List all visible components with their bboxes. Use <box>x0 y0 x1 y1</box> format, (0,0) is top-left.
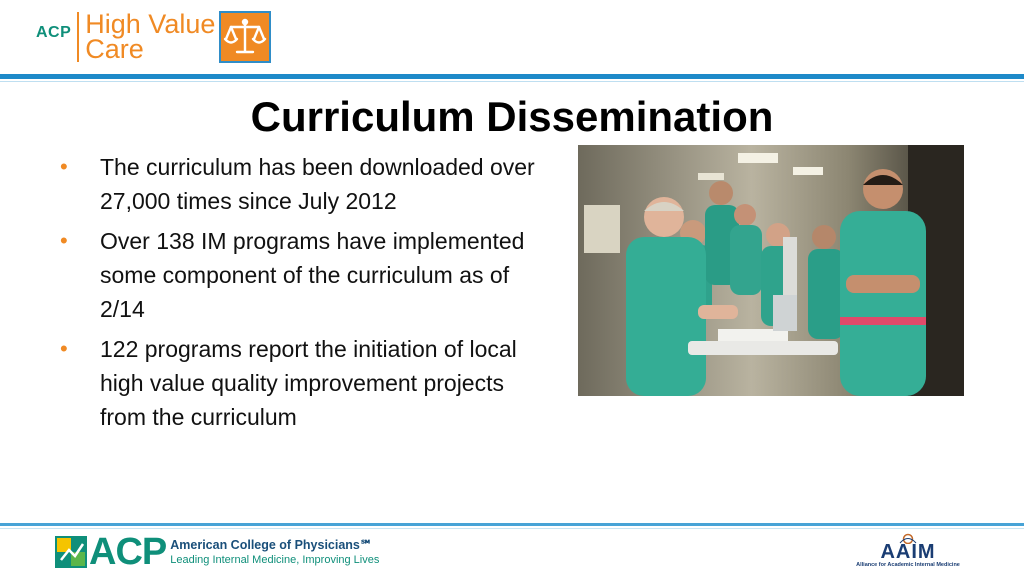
bullet-dot: • <box>60 154 68 179</box>
acp-wordmark: ACP <box>89 531 167 573</box>
brand-text <box>85 9 216 64</box>
scales-of-justice-icon <box>219 11 271 63</box>
bullet-text: Over 138 IM programs have implemented some component of the curriculum as of 2/14 <box>100 228 525 322</box>
bullet-list <box>60 150 540 440</box>
bullet-text: The curriculum has been downloaded over 27,000 times since July 2012 <box>100 154 535 214</box>
brand-line-1: High Value <box>85 9 216 39</box>
bullet-item <box>60 224 540 326</box>
bullet-item <box>60 332 540 434</box>
logo-divider <box>77 12 79 62</box>
bullet-dot: • <box>60 228 68 253</box>
high-value-care-logo <box>36 8 271 66</box>
bullet-text: 122 programs report the initiation of local high value quality improvement projects from the curriculum <box>100 336 517 430</box>
brand-line-2: Care <box>85 34 144 64</box>
acp-logo <box>55 531 380 573</box>
footer-rule-thin <box>0 528 1024 529</box>
doctors-group-photo <box>578 145 964 396</box>
aaim-wordmark: AAIM <box>880 541 936 563</box>
aaim-emblem-icon <box>898 532 918 544</box>
acp-emblem-icon <box>55 536 87 568</box>
aaim-subtitle: Alliance for Academic Internal Medicine <box>856 562 960 568</box>
footer-rule <box>0 523 1024 526</box>
acp-tagline: Leading Internal Medicine, Improving Lives <box>170 553 380 566</box>
bullet-item <box>60 150 540 218</box>
header-rule-thin <box>0 81 1024 82</box>
header-rule <box>0 74 1024 79</box>
bullet-dot: • <box>60 336 68 361</box>
aaim-logo <box>846 534 970 572</box>
slide-title: Curriculum Dissemination <box>250 93 774 140</box>
acp-text <box>170 538 379 567</box>
acp-label: ACP <box>36 24 72 41</box>
acp-name: American College of Physicians℠ <box>170 537 373 552</box>
